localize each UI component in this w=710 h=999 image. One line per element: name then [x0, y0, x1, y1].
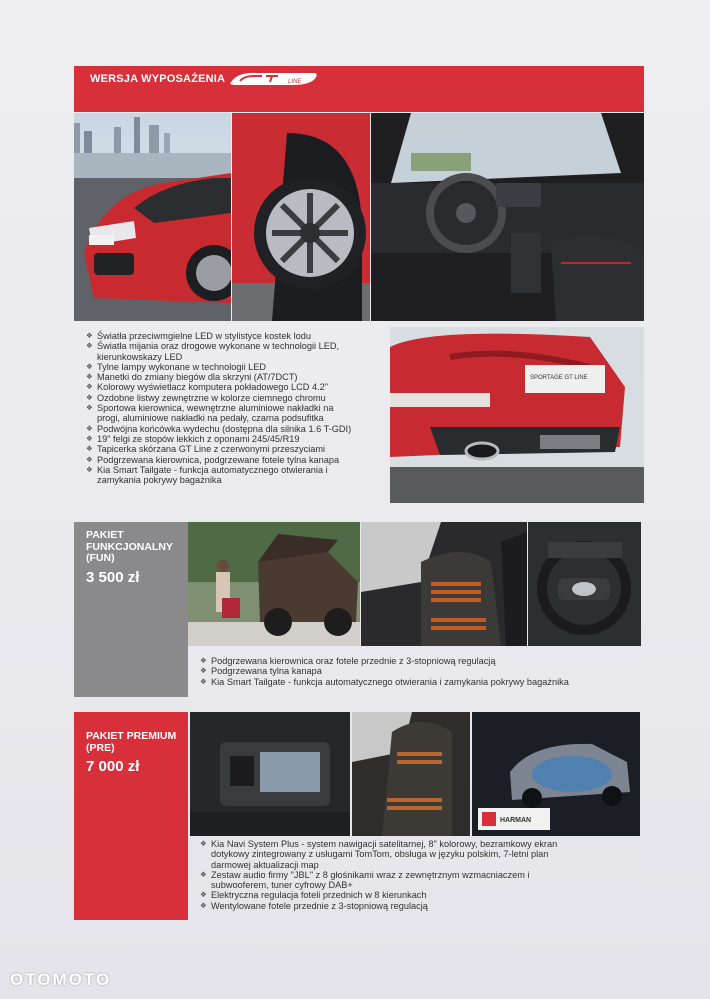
premium-feature-item: subwooferem, tuner cyfrowy DAB+ [211, 880, 353, 891]
feature-item: ❖ Kia Smart Tailgate - funkcja automatycznego otwierania i [86, 465, 386, 475]
premium-audio-photo [472, 712, 640, 836]
fun-package-name: PAKIET FUNKCJONALNY (FUN) [86, 529, 173, 564]
premium-feature-item: ❖ Wentylowane fotele przednie z 3-stopniową regulacją [200, 901, 640, 911]
feature-item: ❖ Ozdobne listwy zewnętrzne w kolorze ciemnego chromu [86, 393, 386, 403]
feature-item: ❖ Podwójna końcówka wydechu (dostępna dla silnika 1.6 T-GDI) [86, 424, 386, 434]
feature-item: ❖ Światła przeciwmgielne LED w stylistyce kostek lodu [86, 331, 386, 341]
fun-feature-item: ❖ Podgrzewana tylna kanapa [200, 666, 640, 676]
premium-navi-photo [190, 712, 350, 836]
fun-package-price: 3 500 zł [86, 569, 140, 586]
feature-item: ❖ Sportowa kierownica, wewnętrzne aluminiowe nakładki na [86, 403, 386, 413]
fun-tailgate-photo [188, 522, 360, 646]
premium-feature-item: ❖ Zestaw audio firmy "JBL" z 8 głośnikami wraz z zewnętrznym wzmacniaczem i [200, 870, 640, 880]
harman-logo: HARMAN [500, 817, 532, 824]
premium-feature-item: ❖ Elektryczna regulacja foteli przednich w 8 kierunkach [200, 890, 640, 900]
fun-feature-item: ❖ Podgrzewana kierownica oraz fotele przednie z 3-stopniową regulacją [200, 656, 640, 666]
gtline-interior-photo [371, 113, 644, 321]
feature-item: ❖ Tylne lampy wykonane w technologii LED [86, 362, 386, 372]
premium-seats-photo [352, 712, 470, 836]
fun-feature-item: ❖ Kia Smart Tailgate - funkcja automatycznego otwierania i zamykania pokrywy bagażnika [200, 677, 640, 687]
version-title: WERSJA WYPOSAŻENIA [90, 73, 226, 85]
feature-item: ❖ Światła mijania oraz drogowe wykonane w technologii LED, [86, 341, 386, 351]
rear-badge: SPORTAGE GT LINE [530, 375, 588, 381]
feature-item: ❖ Tapicerka skórzana GT Line z czerwonymi przeszyciami [86, 444, 386, 454]
premium-feature-item: ❖ Kia Navi System Plus - system nawigacji satelitarnej, 8" kolorowy, bezramkowy ekran [200, 839, 640, 849]
gtline-rear-photo [390, 327, 644, 503]
fun-steering-wheel-photo [528, 522, 641, 646]
premium-feature-item: dotykowy zintegrowany z usługami TomTom, obsługa w języku polskim, 7-letni plan [211, 849, 549, 860]
premium-feature-item: darmowej aktualizacji map [211, 859, 319, 870]
svg-text:LINE: LINE [288, 79, 302, 85]
fun-features-list [200, 656, 640, 687]
feature-item: ❖ 19" felgi ze stopów lekkich z oponami 245/45/R19 [86, 434, 386, 444]
gtline-front-photo [74, 113, 231, 321]
feature-item: progi, aluminiowe nakładki na pedały, czarna podsufitka [97, 413, 324, 424]
premium-features-list [200, 839, 640, 911]
feature-item: zamykania pokrywy bagażnika [97, 475, 222, 486]
gtline-features-list [86, 331, 386, 485]
premium-package-name: PAKIET PREMIUM (PRE) [86, 730, 177, 754]
fun-package-box [74, 522, 188, 697]
gt-line-logo [226, 68, 321, 90]
feature-item: ❖ Kolorowy wyświetlacz komputera pokładowego LCD 4.2" [86, 382, 386, 392]
premium-package-box [74, 712, 188, 920]
feature-item: kierunkowskazy LED [97, 351, 183, 362]
otomoto-watermark: OTOMOTO [10, 970, 112, 989]
feature-item: ❖ Manetki do zmiany biegów dla skrzyni (AT/7DCT) [86, 372, 386, 382]
fun-heated-seats-photo [361, 522, 527, 646]
premium-package-price: 7 000 zł [86, 758, 140, 775]
version-header-bar [74, 66, 644, 112]
feature-item: ❖ Podgrzewana kierownica, podgrzewane fotele tylna kanapa [86, 455, 386, 465]
gtline-wheel-photo [232, 113, 370, 321]
